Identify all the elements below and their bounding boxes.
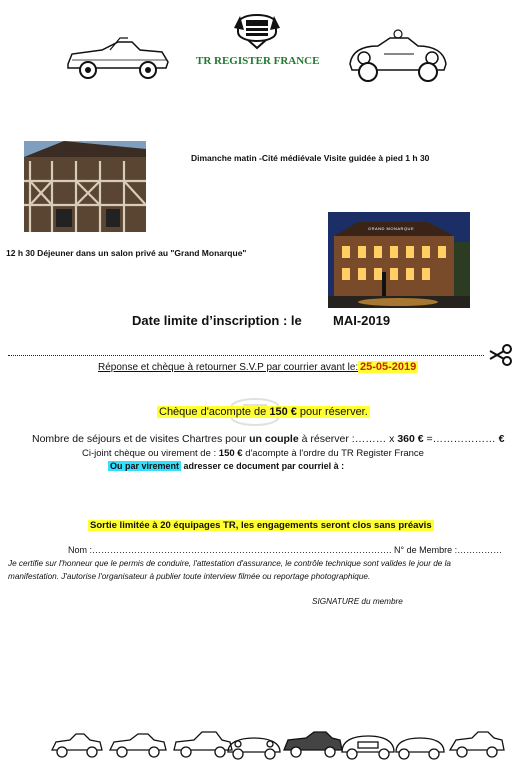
deposit-suffix: pour réserver.: [296, 406, 368, 418]
certify-line-2: manifestation. J'autorise l'organisateur à publier toute interview filmée ou reportage photographique.: [8, 572, 371, 581]
signature-label: SIGNATURE du membre: [312, 597, 403, 606]
scissors-icon: [488, 344, 512, 366]
cut-line: [8, 355, 484, 356]
org-name: TR REGISTER FRANCE: [196, 55, 320, 67]
booking-part-e: =………………: [423, 433, 499, 445]
booking-part-c: à réserver :……… x: [298, 433, 398, 445]
payment-part-a: Ci-joint chèque ou virement de :: [82, 448, 219, 459]
deposit-prefix: Chèque d'acompte de: [159, 406, 270, 418]
header-car-right: [344, 24, 452, 84]
deposit-amount: 150 €: [269, 406, 297, 418]
name-member-line: Nom :………………………………………………………………………………………. N° de Membre :……………: [68, 545, 503, 555]
footer-car-1: [52, 734, 102, 757]
payment-line: [82, 448, 424, 459]
limited-notice: Sortie limitée à 20 équipages TR, les engagements seront clos sans préavis: [90, 520, 432, 531]
payment-amount: 150 €: [218, 448, 243, 459]
visit-text: Dimanche matin -Cité médiévale Visite guidée à pied 1 h 30: [191, 153, 430, 163]
deadline-label: Date limite d’inscription : le: [132, 313, 302, 328]
transfer-label: Ou par virement: [110, 461, 180, 471]
certify-line-1: Je certifie sur l'honneur que le permis de conduire, l'attestation d'assurance, le contrôle technique sont valides le jour de la: [8, 559, 451, 568]
booking-price: 360 €: [397, 433, 424, 445]
club-logo: [232, 6, 282, 50]
transfer-rest: adresser ce document par courriel à :: [181, 461, 345, 471]
reply-text: Réponse et chèque à retourner S.V.P par courrier avant le:: [98, 362, 359, 373]
booking-line: [32, 433, 504, 445]
deadline-value: MAI-2019: [333, 313, 391, 328]
reply-date: 25-05-2019: [360, 361, 417, 373]
booking-currency: €: [498, 433, 505, 445]
booking-part-a: Nombre de séjours et de visites Chartres pour: [32, 433, 250, 445]
hotel-sign: GRAND MONARQUE: [368, 226, 415, 231]
photo-grand-monarque: [328, 212, 470, 308]
lunch-text: 12 h 30 Déjeuner dans un salon privé au "Grand Monarque": [6, 248, 247, 258]
deposit-line: [157, 406, 370, 418]
payment-part-c: d'acompte à l'ordre du TR Register France: [242, 448, 424, 459]
header-car-left: [62, 30, 174, 80]
footer-car-row: [50, 728, 510, 762]
transfer-line: [108, 461, 344, 471]
photo-medieval-house: [24, 141, 146, 232]
booking-couple: un couple: [249, 433, 299, 445]
